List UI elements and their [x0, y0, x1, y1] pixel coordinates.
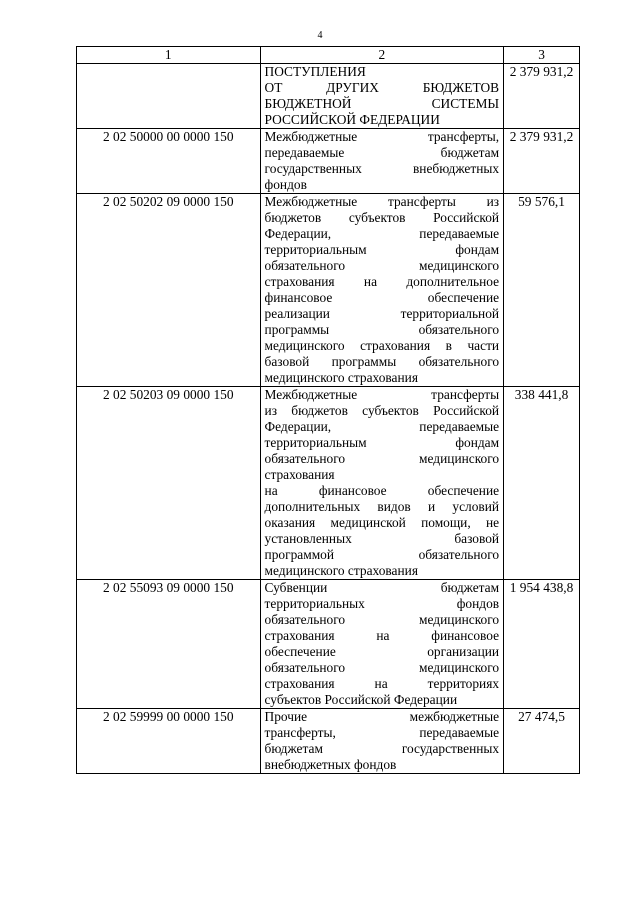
header-col-1: 1: [77, 47, 261, 64]
header-col-2: 2: [260, 47, 504, 64]
description-line: на финансовое обеспечение: [264, 483, 500, 498]
amount: 1 954 438,8: [504, 580, 580, 709]
description-line: обязательного медицинского: [264, 258, 500, 273]
description-line: реализации территориальной: [264, 306, 500, 321]
amount: 59 576,1: [504, 194, 580, 387]
description-line: программой обязательного: [264, 547, 500, 562]
revenue-description: [260, 387, 504, 580]
description-line: медицинского страхования: [264, 563, 418, 578]
description-line: передаваемые бюджетам: [264, 145, 500, 160]
description-line: государственных внебюджетных: [264, 161, 500, 176]
revenue-description: [260, 64, 504, 129]
table-header: [77, 47, 580, 64]
description-line: страхования: [264, 467, 335, 482]
description-line: страхования на территориях: [264, 676, 500, 691]
description-line: внебюджетных фондов: [264, 757, 397, 772]
description-line: бюджетов субъектов Российской: [264, 210, 500, 225]
classification-code: 2 02 50203 09 0000 150: [77, 387, 261, 580]
amount: 338 441,8: [504, 387, 580, 580]
description-line: финансовое обеспечение: [264, 290, 500, 305]
description-line: территориальных фондов: [264, 596, 500, 611]
table-row: [77, 387, 580, 580]
revenue-description: [260, 129, 504, 194]
description-line: обязательного медицинского: [264, 451, 500, 466]
description-line: медицинского страхования в части: [264, 338, 500, 353]
classification-code: 2 02 59999 00 0000 150: [77, 709, 261, 774]
description-line: территориальным фондам: [264, 435, 500, 450]
description-line: из бюджетов субъектов Российской: [264, 403, 500, 418]
description-line: Межбюджетные трансферты: [264, 387, 500, 402]
description-line: Межбюджетные трансферты из: [264, 194, 500, 209]
description-line: бюджетам государственных: [264, 741, 500, 756]
description-line: обеспечение организации: [264, 644, 500, 659]
description-line: установленных базовой: [264, 531, 500, 546]
revenue-description: [260, 709, 504, 774]
description-line: территориальным фондам: [264, 242, 500, 257]
description-line: трансферты, передаваемые: [264, 725, 500, 740]
description-line: ПОСТУПЛЕНИЯ: [264, 64, 366, 79]
description-line: медицинского страхования: [264, 370, 418, 385]
revenue-description: [260, 580, 504, 709]
table-body: [77, 64, 580, 774]
description-line: субъектов Российской Федерации: [264, 692, 458, 707]
table-row: [77, 194, 580, 387]
amount: 27 474,5: [504, 709, 580, 774]
classification-code: 2 02 50202 09 0000 150: [77, 194, 261, 387]
description-line: оказания медицинской помощи, не: [264, 515, 500, 530]
revenue-description: [260, 194, 504, 387]
description-line: страхования на дополнительное: [264, 274, 500, 289]
header-col-3: 3: [504, 47, 580, 64]
amount: 2 379 931,2: [504, 64, 580, 129]
classification-code: 2 02 50000 00 0000 150: [77, 129, 261, 194]
description-line: дополнительных видов и условий: [264, 499, 500, 514]
description-line: БЮДЖЕТНОЙ СИСТЕМЫ: [264, 96, 500, 111]
classification-code: [77, 64, 261, 129]
budget-revenue-table: [76, 46, 580, 774]
description-line: Федерации, передаваемые: [264, 419, 500, 434]
description-line: Межбюджетные трансферты,: [264, 129, 500, 144]
page-number: 4: [317, 30, 323, 41]
table-row: [77, 580, 580, 709]
description-line: обязательного медицинского: [264, 660, 500, 675]
description-line: РОССИЙСКОЙ ФЕДЕРАЦИИ: [264, 112, 440, 127]
description-line: Федерации, передаваемые: [264, 226, 500, 241]
description-line: Прочие межбюджетные: [264, 709, 500, 724]
description-line: обязательного медицинского: [264, 612, 500, 627]
description-line: Субвенции бюджетам: [264, 580, 500, 595]
table-row: [77, 64, 580, 129]
description-line: страхования на финансовое: [264, 628, 500, 643]
description-line: базовой программы обязательного: [264, 354, 500, 369]
table-row: [77, 709, 580, 774]
description-line: фондов: [264, 177, 307, 192]
classification-code: 2 02 55093 09 0000 150: [77, 580, 261, 709]
amount: 2 379 931,2: [504, 129, 580, 194]
table-row: [77, 129, 580, 194]
description-line: программы обязательного: [264, 322, 500, 337]
description-line: ОТ ДРУГИХ БЮДЖЕТОВ: [264, 80, 500, 95]
